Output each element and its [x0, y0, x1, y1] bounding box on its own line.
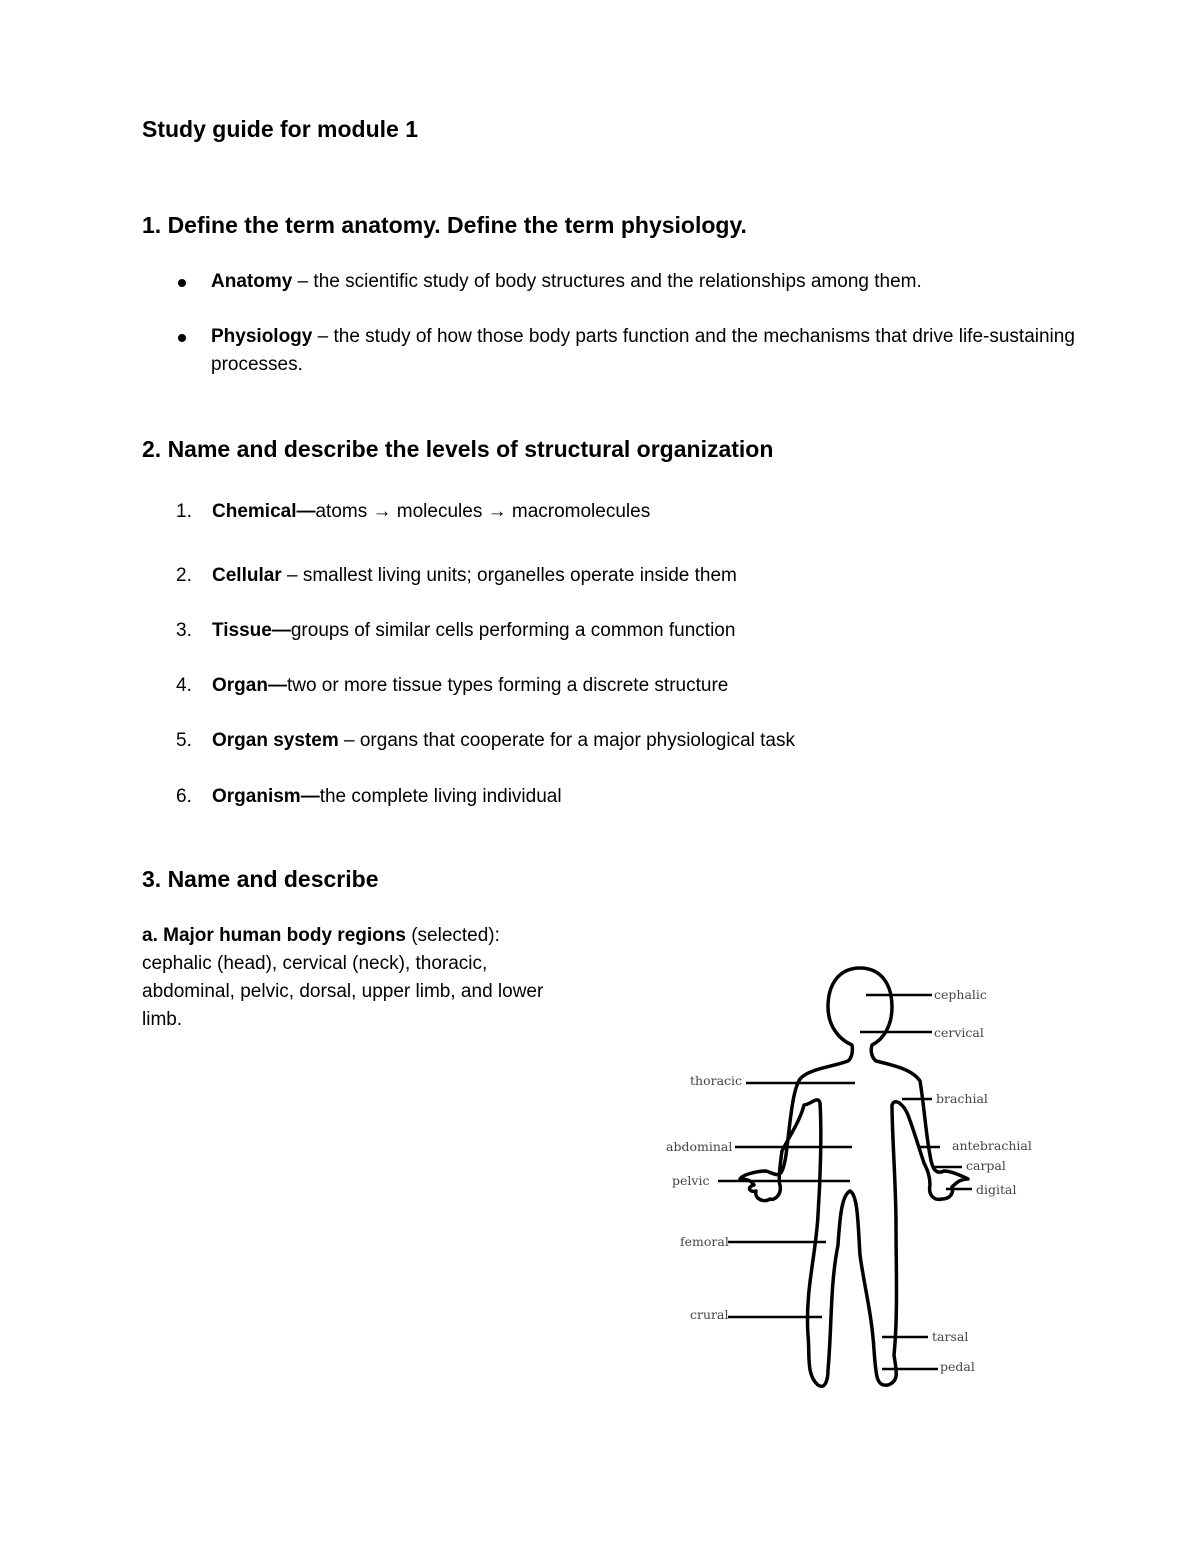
list-item — [176, 498, 650, 526]
level-term: Organ— — [212, 675, 287, 696]
label-cephalic: cephalic — [934, 987, 987, 1002]
term-anatomy: Anatomy — [211, 271, 293, 292]
label-carpal: carpal — [966, 1158, 1006, 1173]
definitions-list — [176, 268, 1076, 406]
level-term: Chemical— — [212, 501, 316, 522]
label-abdominal: abdominal — [666, 1139, 733, 1154]
label-antebrachial: antebrachial — [952, 1138, 1032, 1153]
level-term: Organ system — [212, 730, 339, 751]
label-cervical: cervical — [934, 1025, 984, 1040]
list-item — [176, 323, 1076, 379]
definition-physiology: – the study of how those body parts function and the mechanisms that drive life-sustaining processes. — [211, 326, 1075, 375]
list-number: 5. — [176, 730, 192, 751]
list-item — [176, 727, 795, 755]
label-digital: digital — [976, 1182, 1017, 1197]
label-pelvic: pelvic — [672, 1173, 710, 1188]
body-regions-diagram — [660, 955, 1040, 1395]
level-description: atoms → molecules → macromolecules — [315, 501, 651, 522]
list-item — [176, 672, 728, 700]
term-physiology: Physiology — [211, 326, 313, 347]
label-femoral: femoral — [680, 1234, 729, 1249]
level-term: Organism— — [212, 786, 320, 807]
level-description: – organs that cooperate for a major physiological task — [338, 730, 795, 751]
list-item — [176, 617, 735, 645]
level-description: the complete living individual — [319, 786, 562, 807]
label-pedal: pedal — [940, 1359, 975, 1374]
list-number: 6. — [176, 786, 192, 807]
label-tarsal: tarsal — [932, 1329, 969, 1344]
label-crural: crural — [690, 1307, 729, 1322]
level-description: groups of similar cells performing a common function — [290, 620, 736, 641]
label-thoracic: thoracic — [690, 1073, 743, 1088]
section-3-heading: 3. Name and describe — [142, 866, 379, 892]
level-term: Cellular — [212, 565, 282, 586]
definition-anatomy: – the scientific study of body structures and the relationships among them. — [292, 271, 922, 292]
level-term: Tissue— — [212, 620, 291, 641]
level-description: two or more tissue types forming a discrete structure — [286, 675, 729, 696]
bullet-icon — [178, 279, 186, 287]
body-regions-text: (selected): cephalic (head), cervical (neck), thoracic, abdominal, pelvic, dorsal, upper limb, and lower limb. — [142, 925, 544, 1030]
list-number: 3. — [176, 620, 192, 641]
label-brachial: brachial — [936, 1091, 988, 1106]
list-number: 2. — [176, 565, 192, 586]
list-item — [176, 268, 1076, 296]
section-1-heading: 1. Define the term anatomy. Define the term physiology. — [142, 212, 747, 238]
list-item — [176, 783, 562, 811]
list-number: 4. — [176, 675, 192, 696]
document-title: Study guide for module 1 — [142, 116, 419, 142]
level-description: – smallest living units; organelles operate inside them — [281, 565, 737, 586]
section-2-heading: 2. Name and describe the levels of structural organization — [142, 436, 774, 462]
list-item — [176, 562, 737, 590]
list-number: 1. — [176, 501, 192, 522]
leader-lines — [718, 995, 972, 1369]
body-regions-term: a. Major human body regions — [142, 925, 406, 946]
body-regions-paragraph — [142, 922, 562, 1034]
bullet-icon — [178, 334, 186, 342]
